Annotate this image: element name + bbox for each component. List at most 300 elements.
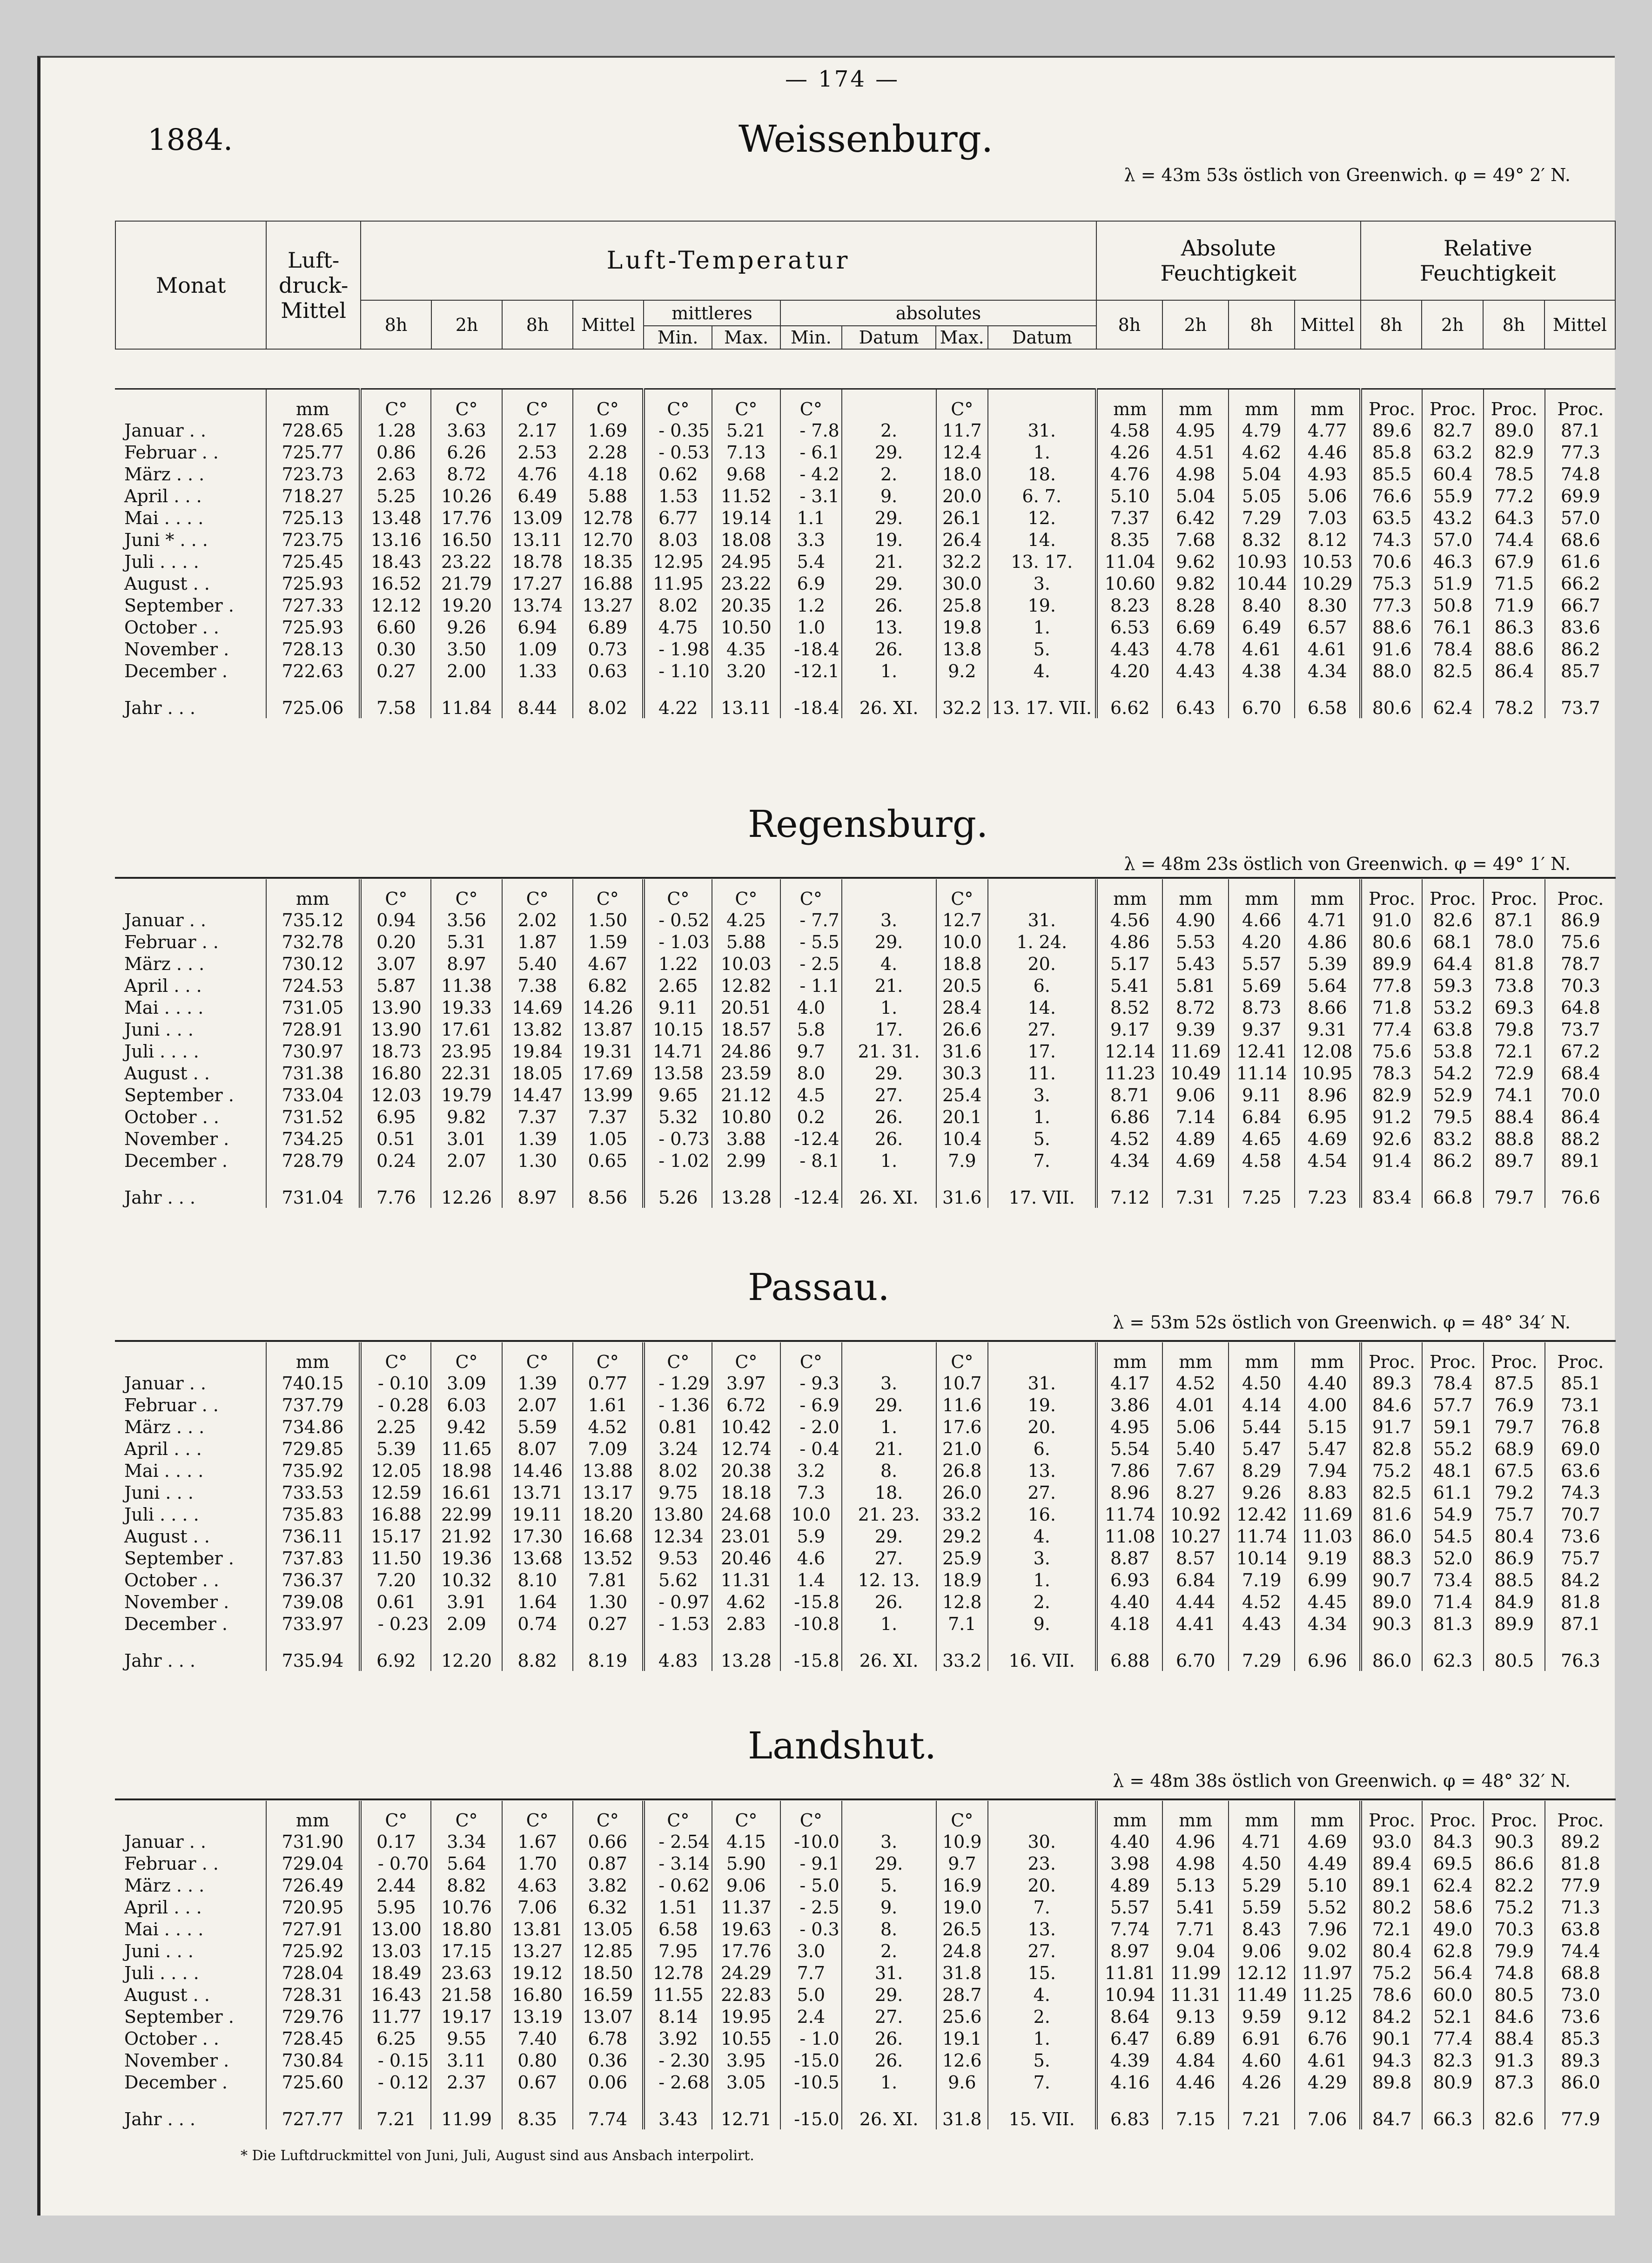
data-cell: 87.1 bbox=[1484, 909, 1545, 931]
data-cell: 5.95 bbox=[360, 1896, 431, 1918]
month-label: Mai . . . . bbox=[124, 1919, 204, 1940]
table-row bbox=[115, 441, 1616, 463]
data-cell: 8.72 bbox=[1162, 997, 1229, 1018]
data-cell: 3.86 bbox=[1096, 1394, 1162, 1416]
data-cell: 76.6 bbox=[1361, 485, 1422, 507]
data-cell: 84.2 bbox=[1545, 1569, 1616, 1591]
data-cell: 74.8 bbox=[1545, 463, 1616, 485]
unit-cell: mm bbox=[1096, 389, 1162, 420]
data-cell: 4.43 bbox=[1229, 1613, 1295, 1635]
data-cell: 16.9 bbox=[936, 1874, 988, 1896]
data-cell: 18.08 bbox=[712, 529, 780, 551]
data-cell: 4.25 bbox=[712, 909, 780, 931]
data-cell: 8.87 bbox=[1096, 1547, 1162, 1569]
data-cell: 735.83 bbox=[266, 1503, 361, 1525]
data-cell: 11.49 bbox=[1229, 1984, 1295, 2006]
data-cell: 8.97 bbox=[431, 953, 502, 975]
data-cell: 16.88 bbox=[360, 1503, 431, 1525]
data-cell: 1.1 bbox=[780, 507, 842, 529]
unit-cell: Proc. bbox=[1422, 879, 1484, 909]
data-cell: 31. bbox=[988, 909, 1096, 931]
data-cell: 1.67 bbox=[502, 1831, 573, 1852]
data-cell: 3.11 bbox=[431, 2049, 502, 2071]
data-cell: 70.3 bbox=[1484, 1918, 1545, 1940]
data-cell: 25.9 bbox=[936, 1547, 988, 1569]
data-cell: 8.44 bbox=[502, 682, 573, 718]
data-cell: 62.3 bbox=[1422, 1635, 1484, 1671]
data-cell: 26. bbox=[842, 1128, 936, 1150]
data-cell: 5.8 bbox=[780, 1018, 842, 1040]
data-cell: 80.9 bbox=[1422, 2071, 1484, 2093]
data-cell: 11.95 bbox=[644, 572, 712, 594]
data-cell: 725.60 bbox=[266, 2071, 361, 2093]
data-cell: 63.6 bbox=[1545, 1460, 1616, 1482]
data-cell: 78.3 bbox=[1361, 1062, 1422, 1084]
data-cell: 6.58 bbox=[1295, 682, 1361, 718]
header-rf-2h: 2h bbox=[1422, 300, 1483, 349]
data-cell: 8.23 bbox=[1096, 594, 1162, 616]
data-cell: 9.2 bbox=[936, 660, 988, 682]
data-cell: -10.8 bbox=[780, 1613, 842, 1635]
data-cell: 61.1 bbox=[1422, 1482, 1484, 1503]
data-cell: 8.96 bbox=[1096, 1482, 1162, 1503]
units-blank bbox=[115, 879, 266, 909]
table-row bbox=[115, 1591, 1616, 1613]
unit-cell: mm bbox=[1229, 389, 1295, 420]
header-mittleres: mittleres bbox=[644, 300, 780, 326]
data-cell: 9.75 bbox=[644, 1482, 712, 1503]
data-cell: - 0.53 bbox=[644, 441, 712, 463]
data-cell: - 2.30 bbox=[644, 2049, 712, 2071]
column-header bbox=[115, 221, 1616, 350]
data-cell: 4.95 bbox=[1162, 419, 1229, 441]
data-cell: 2.25 bbox=[360, 1416, 431, 1438]
data-cell: -12.1 bbox=[780, 660, 842, 682]
data-cell: 11.99 bbox=[1162, 1962, 1229, 1984]
data-cell: 735.94 bbox=[266, 1635, 361, 1671]
month-label: April . . . bbox=[124, 485, 202, 506]
data-cell: 6.9 bbox=[780, 572, 842, 594]
table-row bbox=[115, 551, 1616, 572]
data-cell: 728.45 bbox=[266, 2027, 361, 2049]
data-cell: 77.9 bbox=[1545, 2093, 1616, 2129]
data-cell: 4.17 bbox=[1096, 1372, 1162, 1394]
data-cell: 4. bbox=[988, 660, 1096, 682]
data-cell: - 0.12 bbox=[360, 2071, 431, 2093]
unit-cell: C° bbox=[780, 1342, 842, 1372]
data-cell: 4.62 bbox=[1229, 441, 1295, 463]
data-cell: 4.89 bbox=[1162, 1128, 1229, 1150]
data-cell: 9.11 bbox=[644, 997, 712, 1018]
data-cell: 728.91 bbox=[266, 1018, 361, 1040]
data-cell: 10.55 bbox=[712, 2027, 780, 2049]
data-cell: 89.8 bbox=[1361, 2071, 1422, 2093]
data-cell: 81.6 bbox=[1361, 1503, 1422, 1525]
data-cell: 77.3 bbox=[1361, 594, 1422, 616]
table-row bbox=[115, 616, 1616, 638]
data-cell: 13.48 bbox=[360, 507, 431, 529]
data-cell: 17.76 bbox=[712, 1940, 780, 1962]
data-cell: 5.31 bbox=[431, 931, 502, 953]
data-cell: 27. bbox=[988, 1940, 1096, 1962]
table-row bbox=[115, 975, 1616, 997]
data-cell: 70.3 bbox=[1545, 975, 1616, 997]
unit-cell: C° bbox=[936, 1342, 988, 1372]
table-row bbox=[115, 594, 1616, 616]
data-cell: 11.08 bbox=[1096, 1525, 1162, 1547]
unit-cell: mm bbox=[1229, 1342, 1295, 1372]
data-cell: 9.19 bbox=[1295, 1547, 1361, 1569]
data-cell: 7.58 bbox=[360, 682, 431, 718]
data-cell: - 0.3 bbox=[780, 1918, 842, 1940]
data-cell: 728.79 bbox=[266, 1150, 361, 1172]
data-cell: 70.0 bbox=[1545, 1084, 1616, 1106]
month-label: Januar . . bbox=[124, 1831, 206, 1852]
data-cell: 13.27 bbox=[573, 594, 644, 616]
data-cell: 91.6 bbox=[1361, 638, 1422, 660]
data-cell: 4.69 bbox=[1162, 1150, 1229, 1172]
data-cell: 7.86 bbox=[1096, 1460, 1162, 1482]
month-label: März . . . bbox=[124, 1875, 205, 1896]
data-cell: 20. bbox=[988, 1874, 1096, 1896]
data-cell: 89.7 bbox=[1484, 1150, 1545, 1172]
data-cell: 77.4 bbox=[1422, 2027, 1484, 2049]
data-cell: 4.69 bbox=[1295, 1128, 1361, 1150]
data-cell: 23.22 bbox=[712, 572, 780, 594]
data-cell: 13.52 bbox=[573, 1547, 644, 1569]
data-cell: 4.35 bbox=[712, 638, 780, 660]
data-cell: 3.82 bbox=[573, 1874, 644, 1896]
data-cell: 1.2 bbox=[780, 594, 842, 616]
data-cell: 8.07 bbox=[502, 1438, 573, 1460]
data-cell: 3. bbox=[842, 909, 936, 931]
data-cell: 8.02 bbox=[573, 682, 644, 718]
data-cell: 0.94 bbox=[360, 909, 431, 931]
data-cell: 0.24 bbox=[360, 1150, 431, 1172]
data-cell: 4.50 bbox=[1229, 1852, 1295, 1874]
data-cell: 1.30 bbox=[573, 1591, 644, 1613]
data-cell: 7.15 bbox=[1162, 2093, 1229, 2129]
month-label: März . . . bbox=[124, 1416, 205, 1437]
month-label: Jahr . . . bbox=[124, 1187, 196, 1208]
data-cell: 2.65 bbox=[644, 975, 712, 997]
data-cell: 18.80 bbox=[431, 1918, 502, 1940]
data-cell: 4.6 bbox=[780, 1547, 842, 1569]
data-cell: 10.27 bbox=[1162, 1525, 1229, 1547]
data-cell: 4.65 bbox=[1229, 1128, 1295, 1150]
data-cell: 725.13 bbox=[266, 507, 361, 529]
data-cell: 3.20 bbox=[712, 660, 780, 682]
month-label: August . . bbox=[124, 1984, 210, 2005]
data-cell: 19.63 bbox=[712, 1918, 780, 1940]
month-label: Mai . . . . bbox=[124, 507, 204, 528]
data-cell: 21. bbox=[842, 551, 936, 572]
data-cell: 7.81 bbox=[573, 1569, 644, 1591]
data-cell: 85.3 bbox=[1545, 2027, 1616, 2049]
data-cell: 13.00 bbox=[360, 1918, 431, 1940]
data-cell: 728.04 bbox=[266, 1962, 361, 1984]
data-cell: 9.12 bbox=[1295, 2006, 1361, 2027]
data-cell: 7. bbox=[988, 1150, 1096, 1172]
data-cell: 26. XI. bbox=[842, 682, 936, 718]
data-cell: 5.57 bbox=[1096, 1896, 1162, 1918]
data-cell: 82.9 bbox=[1484, 441, 1545, 463]
data-cell: 74.8 bbox=[1484, 1962, 1545, 1984]
data-cell: 26. bbox=[842, 638, 936, 660]
data-cell: 13.16 bbox=[360, 529, 431, 551]
data-cell: 1.39 bbox=[502, 1372, 573, 1394]
data-cell: 6.92 bbox=[360, 1635, 431, 1671]
month-label: Januar . . bbox=[124, 909, 206, 930]
month-label: Januar . . bbox=[124, 420, 206, 441]
data-cell: 718.27 bbox=[266, 485, 361, 507]
data-cell: 79.8 bbox=[1484, 1018, 1545, 1040]
data-cell: 31. bbox=[988, 419, 1096, 441]
data-cell: 11.69 bbox=[1295, 1503, 1361, 1525]
data-cell: 27. bbox=[842, 1547, 936, 1569]
section-rule bbox=[115, 877, 1616, 879]
data-cell: - 1.03 bbox=[644, 931, 712, 953]
data-cell: 25.4 bbox=[936, 1084, 988, 1106]
data-cell: 729.76 bbox=[266, 2006, 361, 2027]
data-cell: - 0.97 bbox=[644, 1591, 712, 1613]
table-row bbox=[115, 931, 1616, 953]
data-cell: 10.9 bbox=[936, 1831, 988, 1852]
data-cell: 19.0 bbox=[936, 1896, 988, 1918]
data-cell: 4.40 bbox=[1295, 1372, 1361, 1394]
data-cell: 7.3 bbox=[780, 1482, 842, 1503]
month-label: Mai . . . . bbox=[124, 997, 204, 1018]
month-label: October . . bbox=[124, 617, 219, 638]
jahr-row bbox=[115, 2093, 1616, 2129]
data-cell: 2. bbox=[988, 2006, 1096, 2027]
data-cell: 0.51 bbox=[360, 1128, 431, 1150]
data-cell: 724.53 bbox=[266, 975, 361, 997]
data-cell: 1.09 bbox=[502, 638, 573, 660]
data-cell: 3. bbox=[988, 1084, 1096, 1106]
table-row bbox=[115, 1062, 1616, 1084]
data-cell: 5.41 bbox=[1162, 1896, 1229, 1918]
data-cell: 3. bbox=[988, 572, 1096, 594]
data-cell: 74.4 bbox=[1484, 529, 1545, 551]
data-cell: 84.9 bbox=[1484, 1591, 1545, 1613]
data-cell: 88.4 bbox=[1484, 2027, 1545, 2049]
units-blank bbox=[115, 389, 266, 420]
data-cell: 18. bbox=[842, 1482, 936, 1503]
data-cell: 4.00 bbox=[1295, 1394, 1361, 1416]
data-cell: 8.02 bbox=[644, 1460, 712, 1482]
data-cell: 5.29 bbox=[1229, 1874, 1295, 1896]
data-cell: 13. 17. VII. bbox=[988, 682, 1096, 718]
table-row bbox=[115, 572, 1616, 594]
data-cell: - 0.73 bbox=[644, 1128, 712, 1150]
unit-cell: mm bbox=[1162, 1342, 1229, 1372]
data-cell: - 0.52 bbox=[644, 909, 712, 931]
data-cell: 88.0 bbox=[1361, 660, 1422, 682]
table-row bbox=[115, 953, 1616, 975]
data-cell: 4.0 bbox=[780, 997, 842, 1018]
data-cell: 28.7 bbox=[936, 1984, 988, 2006]
data-cell: 18.98 bbox=[431, 1460, 502, 1482]
data-cell: 80.2 bbox=[1361, 1896, 1422, 1918]
data-cell: 1.39 bbox=[502, 1128, 573, 1150]
data-cell: 20.1 bbox=[936, 1106, 988, 1128]
data-cell: 17.61 bbox=[431, 1018, 502, 1040]
data-cell: 9.65 bbox=[644, 1084, 712, 1106]
data-cell: 86.0 bbox=[1545, 2071, 1616, 2093]
data-cell: 8. bbox=[842, 1460, 936, 1482]
data-cell: 8.43 bbox=[1229, 1918, 1295, 1940]
unit-cell bbox=[988, 389, 1096, 420]
data-cell: 5.64 bbox=[1295, 975, 1361, 997]
jahr-row bbox=[115, 1172, 1616, 1208]
data-cell: 26.5 bbox=[936, 1918, 988, 1940]
data-cell: 19. bbox=[988, 1394, 1096, 1416]
data-cell: 4.76 bbox=[1096, 463, 1162, 485]
data-cell: 13.07 bbox=[573, 2006, 644, 2027]
data-cell: 18. bbox=[988, 463, 1096, 485]
data-cell: 0.66 bbox=[573, 1831, 644, 1852]
data-cell: 7.94 bbox=[1295, 1460, 1361, 1482]
table-row bbox=[115, 463, 1616, 485]
data-cell: 57.0 bbox=[1422, 529, 1484, 551]
month-label: December . bbox=[124, 2072, 228, 2093]
data-cell: 29. bbox=[842, 1062, 936, 1084]
data-cell: 60.0 bbox=[1422, 1984, 1484, 2006]
data-cell: 735.12 bbox=[266, 909, 361, 931]
data-cell: 2. bbox=[842, 463, 936, 485]
data-cell: -15.8 bbox=[780, 1591, 842, 1613]
data-cell: 5. bbox=[988, 1128, 1096, 1150]
data-cell: 13.90 bbox=[360, 997, 431, 1018]
data-cell: 7.37 bbox=[1096, 507, 1162, 529]
data-cell: 9.62 bbox=[1162, 551, 1229, 572]
data-cell: 94.3 bbox=[1361, 2049, 1422, 2071]
data-cell: 90.3 bbox=[1484, 1831, 1545, 1852]
data-cell: 20. bbox=[988, 1416, 1096, 1438]
data-cell: 9.68 bbox=[712, 463, 780, 485]
page-sheet bbox=[37, 56, 1615, 2216]
data-cell: 6.25 bbox=[360, 2027, 431, 2049]
data-cell: 64.4 bbox=[1422, 953, 1484, 975]
data-cell: 7. bbox=[988, 2071, 1096, 2093]
data-cell: -12.4 bbox=[780, 1172, 842, 1208]
data-cell: 7.37 bbox=[573, 1106, 644, 1128]
data-cell: 78.2 bbox=[1484, 682, 1545, 718]
data-cell: 87.1 bbox=[1545, 1613, 1616, 1635]
data-cell: 732.78 bbox=[266, 931, 361, 953]
data-cell: 6.77 bbox=[644, 507, 712, 529]
month-label: Februar . . bbox=[124, 931, 219, 952]
table-row bbox=[115, 1416, 1616, 1438]
month-label: Juli . . . . bbox=[124, 551, 199, 572]
data-cell: 7.09 bbox=[573, 1438, 644, 1460]
data-cell: 13. 17. bbox=[988, 551, 1096, 572]
data-cell: 13.80 bbox=[644, 1503, 712, 1525]
data-cell: 7.29 bbox=[1229, 1635, 1295, 1671]
data-cell: 9.26 bbox=[431, 616, 502, 638]
data-cell: - 2.0 bbox=[780, 1416, 842, 1438]
data-cell: 4.54 bbox=[1295, 1150, 1361, 1172]
data-cell: - 4.2 bbox=[780, 463, 842, 485]
data-cell: 8.97 bbox=[502, 1172, 573, 1208]
data-cell: 13.81 bbox=[502, 1918, 573, 1940]
month-label: September . bbox=[124, 1548, 234, 1569]
data-cell: 68.8 bbox=[1545, 1962, 1616, 1984]
data-cell: 5. bbox=[988, 2049, 1096, 2071]
data-cell: 90.7 bbox=[1361, 1569, 1422, 1591]
data-cell: - 1.10 bbox=[644, 660, 712, 682]
data-cell: 25.6 bbox=[936, 2006, 988, 2027]
data-cell: 13. bbox=[988, 1460, 1096, 1482]
data-cell: 4.01 bbox=[1162, 1394, 1229, 1416]
table-row bbox=[115, 638, 1616, 660]
data-cell: 727.77 bbox=[266, 2093, 361, 2129]
data-cell: 32.2 bbox=[936, 682, 988, 718]
data-cell: 51.9 bbox=[1422, 572, 1484, 594]
data-cell: 0.61 bbox=[360, 1591, 431, 1613]
data-cell: 12.03 bbox=[360, 1084, 431, 1106]
data-cell: 12.26 bbox=[431, 1172, 502, 1208]
data-cell: 85.7 bbox=[1545, 660, 1616, 682]
data-cell: 7.38 bbox=[502, 975, 573, 997]
data-cell: 16.50 bbox=[431, 529, 502, 551]
data-cell: 31.8 bbox=[936, 1962, 988, 1984]
unit-cell: Proc. bbox=[1545, 1342, 1616, 1372]
data-cell: 5.52 bbox=[1295, 1896, 1361, 1918]
data-cell: 3.09 bbox=[431, 1372, 502, 1394]
data-cell: 80.6 bbox=[1361, 682, 1422, 718]
data-cell: 11.99 bbox=[431, 2093, 502, 2129]
data-cell: 88.2 bbox=[1545, 1128, 1616, 1150]
data-cell: 7.12 bbox=[1096, 1172, 1162, 1208]
data-cell: 9.17 bbox=[1096, 1018, 1162, 1040]
data-cell: 4.67 bbox=[573, 953, 644, 975]
data-cell: 77.9 bbox=[1545, 1874, 1616, 1896]
data-cell: 23.95 bbox=[431, 1040, 502, 1062]
data-cell: 4.84 bbox=[1162, 2049, 1229, 2071]
data-cell: 86.3 bbox=[1484, 616, 1545, 638]
data-cell: 29. bbox=[842, 931, 936, 953]
data-cell: 70.6 bbox=[1361, 551, 1422, 572]
data-cell: 68.1 bbox=[1422, 931, 1484, 953]
data-cell: 9.26 bbox=[1229, 1482, 1295, 1503]
data-cell: 72.1 bbox=[1361, 1918, 1422, 1940]
data-cell: 75.6 bbox=[1545, 931, 1616, 953]
data-cell: 63.2 bbox=[1422, 441, 1484, 463]
data-cell: 12.8 bbox=[936, 1591, 988, 1613]
data-cell: 4.63 bbox=[502, 1874, 573, 1896]
data-cell: 9.13 bbox=[1162, 2006, 1229, 2027]
table-row bbox=[115, 2071, 1616, 2093]
data-cell: 8.57 bbox=[1162, 1547, 1229, 1569]
data-cell: 3.91 bbox=[431, 1591, 502, 1613]
data-cell: 4.5 bbox=[780, 1084, 842, 1106]
unit-cell: Proc. bbox=[1545, 389, 1616, 420]
data-cell: 59.3 bbox=[1422, 975, 1484, 997]
data-cell: 83.6 bbox=[1545, 616, 1616, 638]
data-cell: 69.5 bbox=[1422, 1852, 1484, 1874]
data-cell: 4.52 bbox=[1162, 1372, 1229, 1394]
data-cell: 0.27 bbox=[360, 660, 431, 682]
data-cell: 1.50 bbox=[573, 909, 644, 931]
data-cell: 7.23 bbox=[1295, 1172, 1361, 1208]
data-cell: 60.4 bbox=[1422, 463, 1484, 485]
data-cell: -15.8 bbox=[780, 1635, 842, 1671]
data-cell: 81.8 bbox=[1545, 1591, 1616, 1613]
month-label: Juni . . . bbox=[124, 1482, 194, 1503]
data-cell: 4.76 bbox=[502, 463, 573, 485]
